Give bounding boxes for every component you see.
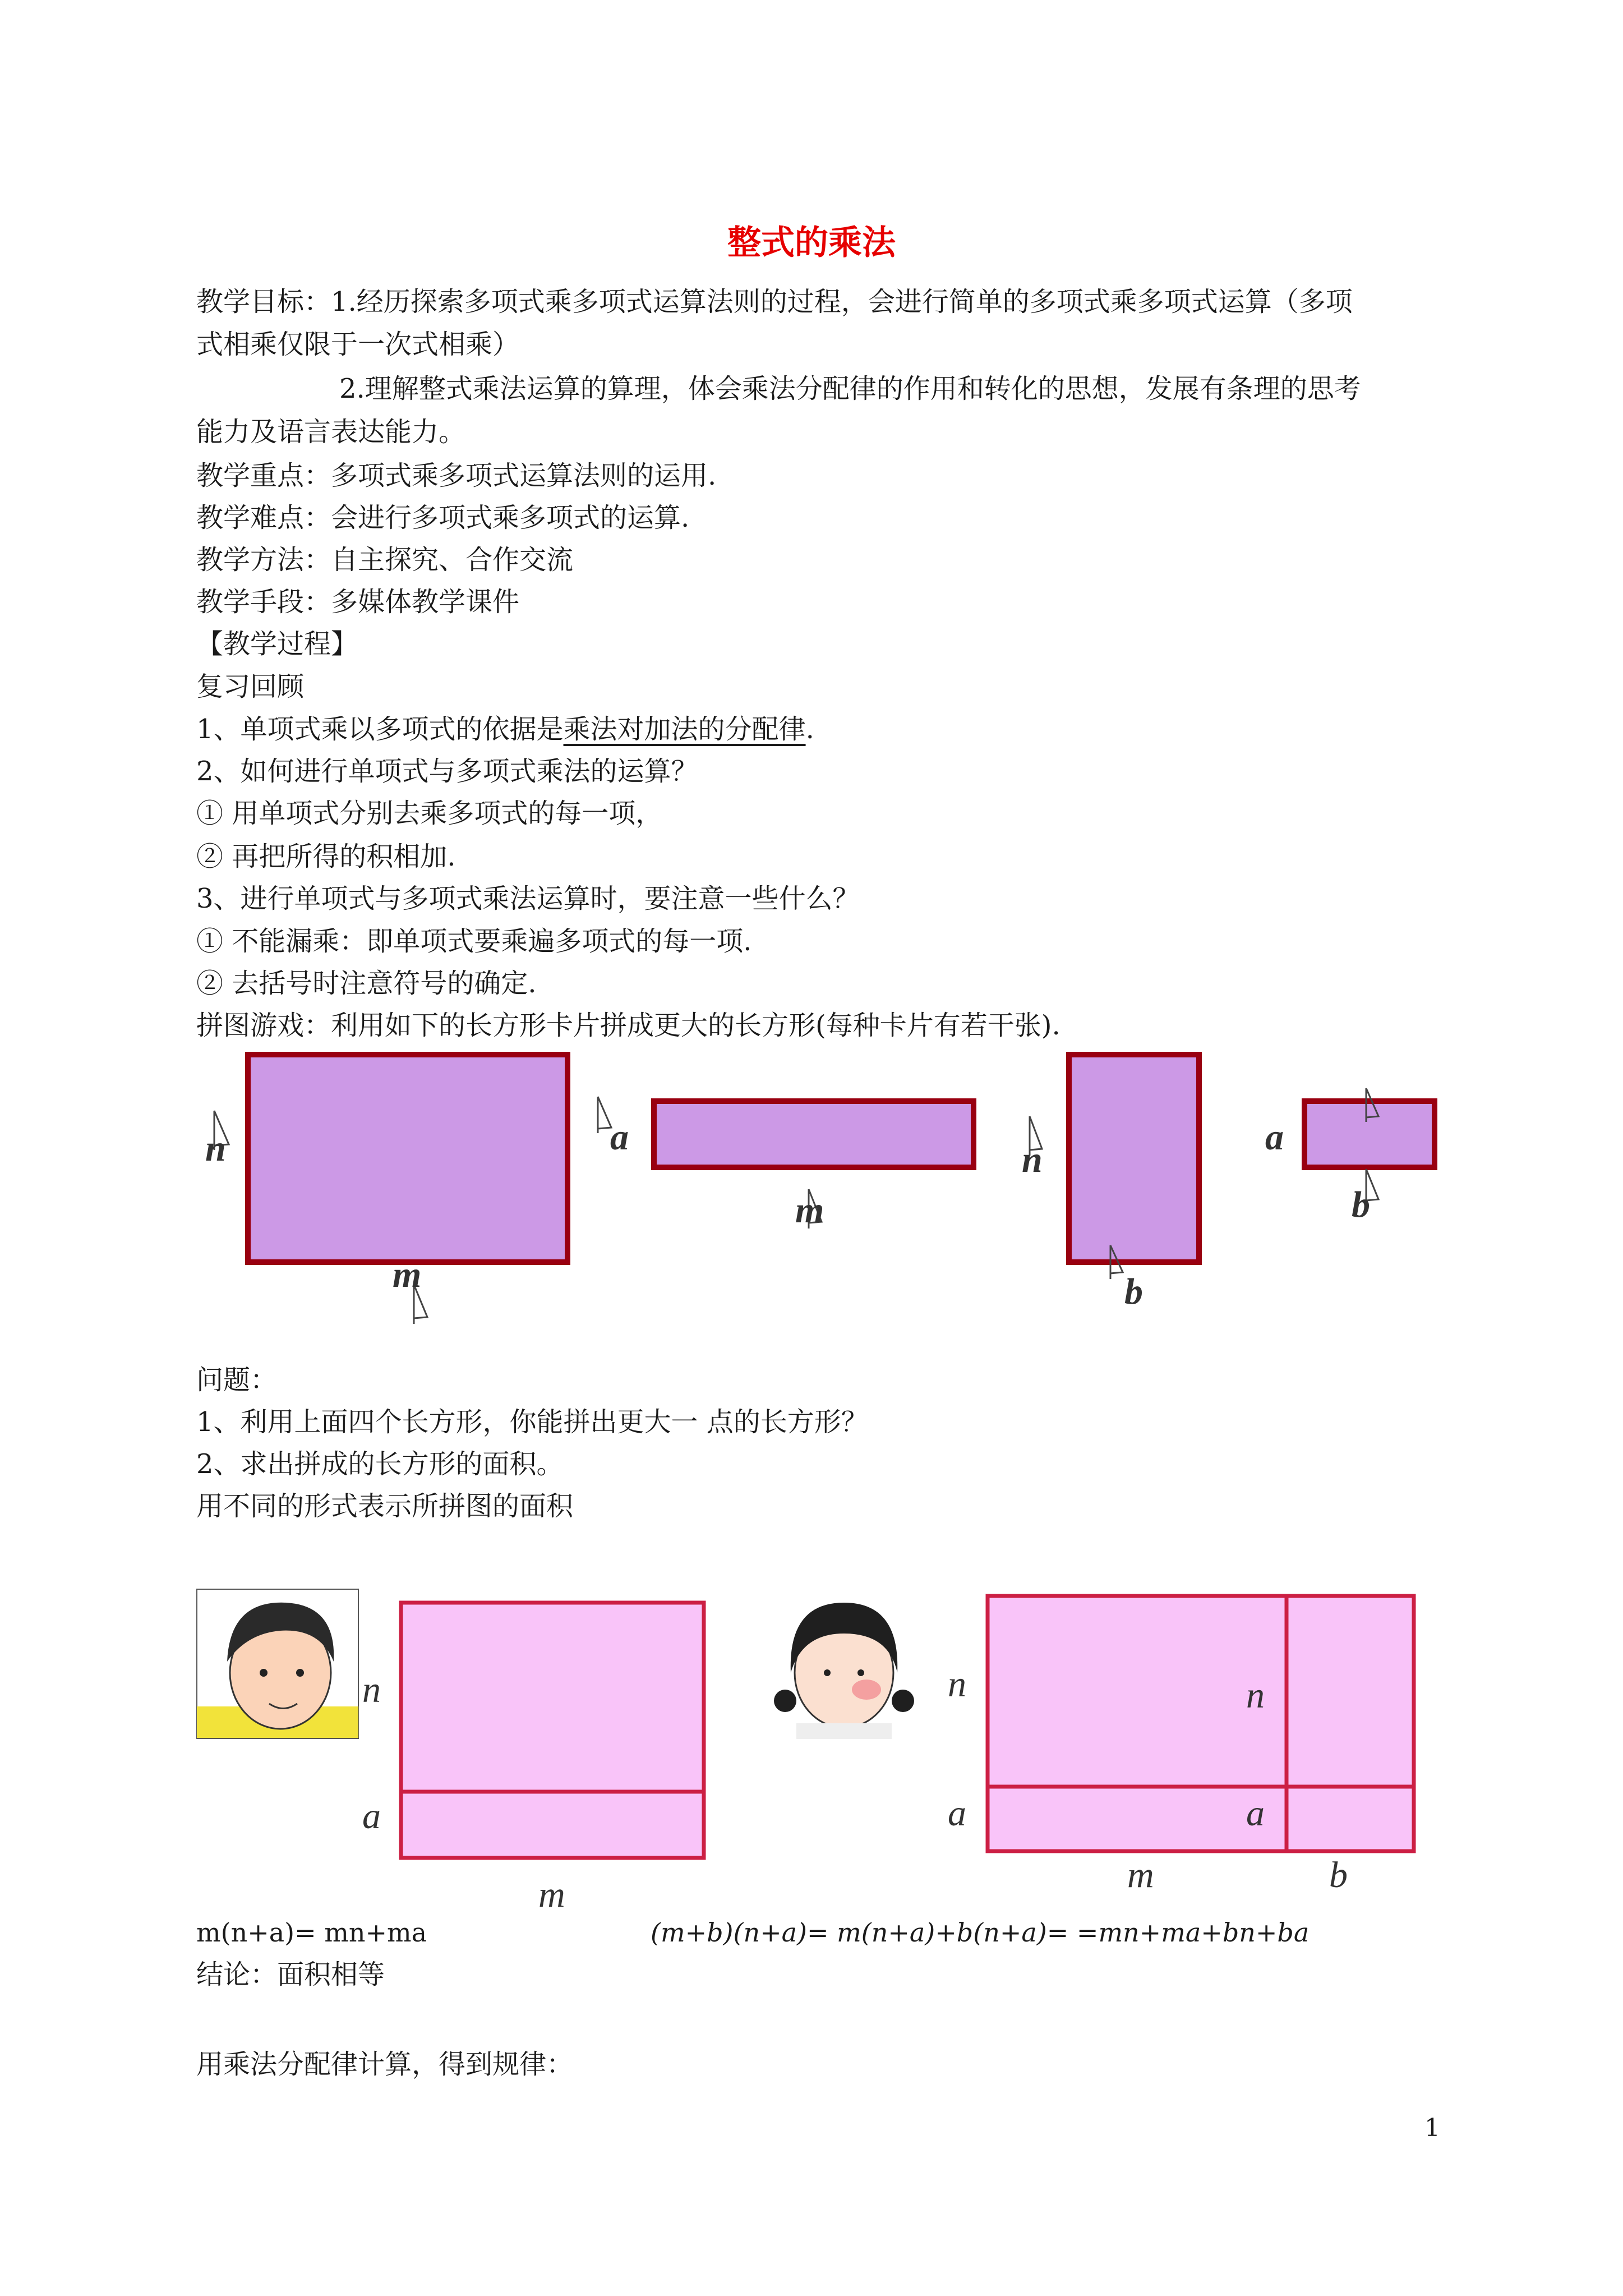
card4-side-label: a [1265, 1117, 1284, 1158]
difficulty: 教学难点：会进行多项式乘多项式的运算. [196, 502, 690, 533]
card-figures [185, 1043, 1475, 1335]
review-answer-2a: ① 用单项式分别去乘多项式的每一项， [196, 798, 663, 829]
q1-prefix: 1、单项式乘以多项式的依据是 [196, 714, 564, 745]
fig-left-m-label: m [538, 1874, 565, 1915]
goal-line-2: 式相乘仅限于一次式相乘） [196, 329, 520, 360]
formula-left: m(n+a)= mn+ma [196, 1917, 427, 1948]
fig-left-n-label: n [362, 1669, 381, 1710]
fig-right-a-inner-label: a [1246, 1793, 1265, 1834]
card3-bottom-label: b [1124, 1271, 1143, 1312]
boy-avatar [196, 1589, 359, 1739]
card-am [654, 1101, 974, 1167]
fig-right-n-outer-label: n [948, 1664, 966, 1705]
key-point: 教学重点：多项式乘多项式运算法则的运用. [196, 460, 717, 491]
review-heading: 复习回顾 [196, 671, 305, 702]
review-question-3: 3、进行单项式与多项式乘法运算时，要注意一些什么？ [196, 883, 860, 914]
card4-bottom-label: b [1352, 1184, 1370, 1225]
goal-line-1: 教学目标：1.经历探索多项式乘多项式运算法则的过程，会进行简单的多项式乘多项式运算（多项 [196, 286, 1353, 318]
puzzle-game-text: 拼图游戏：利用如下的长方形卡片拼成更大的长方形(每种卡片有若干张). [196, 1010, 1061, 1041]
card1-bottom-label: m [393, 1254, 422, 1295]
conclusion: 结论：面积相等 [196, 1959, 385, 1990]
fig-right-n-inner-label: n [1246, 1675, 1265, 1716]
fig-right-b-label: b [1329, 1855, 1348, 1895]
q1-suffix: . [805, 714, 814, 745]
review-answer-3b: ② 去括号时注意符号的确定. [196, 968, 537, 999]
teaching-method: 教学方法：自主探究、合作交流 [196, 544, 574, 576]
process-heading: 【教学过程】 [196, 628, 358, 660]
review-answer-2b: ② 再把所得的积相加. [196, 841, 456, 872]
figure-left-composite [393, 1594, 712, 1869]
fig-right-a-outer-label: a [948, 1793, 966, 1834]
review-answer-3a: ① 不能漏乘：即单项式要乘遍多项式的每一项. [196, 926, 752, 957]
card2-bottom-label: m [795, 1190, 824, 1231]
card-ab [1304, 1101, 1435, 1167]
card-nb [1069, 1055, 1199, 1262]
review-question-2: 2、如何进行单项式与多项式乘法的运算？ [196, 756, 698, 787]
goal-line-3: 2.理解整式乘法运算的算理，体会乘法分配律的作用和转化的思想，发展有条理的思考 [339, 373, 1361, 404]
page-title: 整式的乘法 [727, 223, 896, 263]
teaching-means: 教学手段：多媒体教学课件 [196, 586, 520, 618]
goal-line-4: 能力及语言表达能力。 [196, 416, 466, 448]
distributive-law-text: 用乘法分配律计算，得到规律： [196, 2049, 574, 2080]
card2-side-label: a [610, 1117, 629, 1158]
card1-side-label: n [205, 1128, 226, 1169]
question-1: 1、利用上面四个长方形，你能拼出更大一 点的长方形？ [196, 1406, 868, 1438]
card3-side-label: n [1022, 1139, 1043, 1180]
fig-left-a-label: a [362, 1796, 381, 1837]
fig-right-m-label: m [1127, 1855, 1154, 1895]
q1-underlined: 乘法对加法的分配律 [563, 714, 806, 745]
figure-right-composite [979, 1588, 1422, 1862]
page-number: 1 [1424, 2114, 1440, 2142]
area-representation-text: 用不同的形式表示所拼图的面积 [196, 1490, 574, 1522]
girl-avatar [763, 1589, 925, 1739]
formula-right: (m+b)(n+a)= m(n+a)+b(n+a)= =mn+ma+bn+ba [651, 1917, 1310, 1948]
question-2: 2、求出拼成的长方形的面积。 [196, 1448, 564, 1480]
card-mn [248, 1055, 568, 1262]
review-question-1 [196, 712, 814, 746]
questions-heading: 问题： [196, 1364, 278, 1396]
